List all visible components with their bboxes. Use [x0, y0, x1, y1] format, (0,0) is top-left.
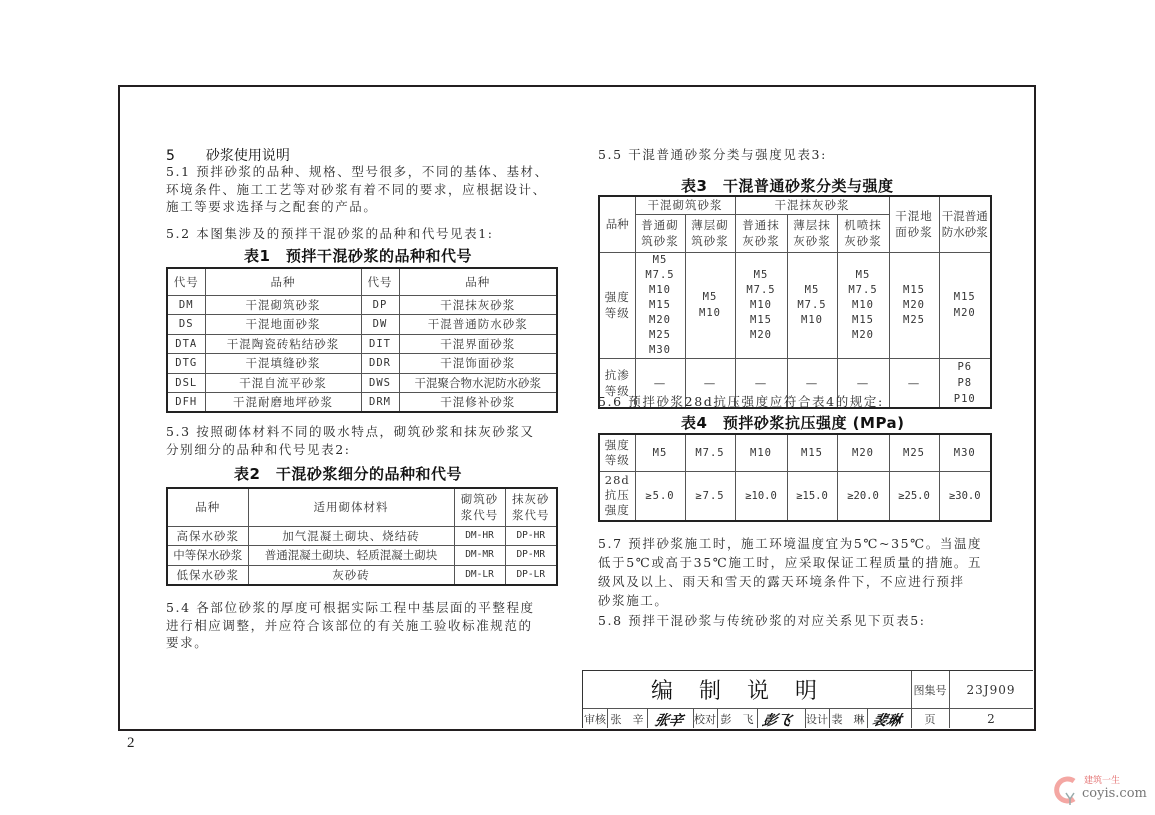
type-cell: 干混饰面砂浆: [399, 354, 557, 374]
type-cell: 干混普通防水砂浆: [399, 315, 557, 335]
row-label-cell: 强度等级: [599, 434, 635, 471]
type-cell: 干混抹灰砂浆: [399, 295, 557, 315]
strength-cell: M15 M20: [939, 252, 991, 358]
header-cell: 机喷抹灰砂浆: [837, 214, 889, 252]
title-block: [582, 670, 1033, 728]
text-line: 低于5℃或高于35℃施工时，应采取保证工程质量的措施。五: [598, 555, 983, 570]
table3: [598, 195, 992, 409]
strength-cell: M5 M7.5 M10 M15 M20 M25 M30: [635, 252, 685, 358]
strength-cell: M5 M7.5 M10 M15 M20: [837, 252, 889, 358]
type-cell: 高保水砂浆: [167, 526, 248, 546]
impermeability-cell: —: [837, 358, 889, 408]
designer-signature: 裴琳: [870, 713, 903, 729]
header-cell: 适用砌体材料: [248, 488, 454, 526]
grade-cell: M15: [787, 434, 837, 471]
section-number: 5: [166, 148, 175, 164]
section-heading: [166, 145, 290, 165]
header-cell: 品种: [167, 488, 248, 526]
table-row: [167, 295, 557, 315]
value-cell: ≥5.0: [635, 471, 685, 521]
value-cell: ≥20.0: [837, 471, 889, 521]
header-cell: 普通砌筑砂浆: [635, 214, 685, 252]
material-cell: 加气混凝土砌块、烧结砖: [248, 526, 454, 546]
header-cell: 代号: [167, 268, 205, 295]
grade-cell: M5: [635, 434, 685, 471]
designer-name: 裴 琳: [831, 712, 865, 726]
header-cell: 普通抹灰砂浆: [735, 214, 787, 252]
paragraph-5-3: [166, 423, 535, 458]
type-cell: 干混陶瓷砖粘结砂浆: [205, 334, 361, 354]
table-row: [599, 252, 991, 358]
value-cell: ≥10.0: [735, 471, 787, 521]
checker-name: 彭 飞: [720, 712, 754, 726]
reviewer-name: 张 辛: [610, 712, 644, 726]
grade-cell: M25: [889, 434, 939, 471]
paragraph-5-4: [166, 599, 535, 652]
header-cell: 薄层抹灰砂浆: [787, 214, 837, 252]
type-cell: 干混砌筑砂浆: [205, 295, 361, 315]
header-cell: 代号: [361, 268, 399, 295]
code-cell: DS: [167, 315, 205, 335]
header-cell: 品种: [205, 268, 361, 295]
text-line: 分别细分的品种和代号见表2:: [166, 441, 351, 457]
code-cell: DP: [361, 295, 399, 315]
watermark-cn: 建筑一生: [1084, 776, 1121, 786]
code-cell: DRM: [361, 393, 399, 413]
grade-cell: M20: [837, 434, 889, 471]
text-line: 砂浆施工。: [598, 593, 669, 608]
material-cell: 普通混凝土砌块、轻质混凝土砌块: [248, 546, 454, 566]
value-cell: ≥30.0: [939, 471, 991, 521]
divider: [867, 709, 868, 728]
paragraph-5-8: 5.8 预拌干混砂浆与传统砂浆的对应关系见下页表5:: [598, 613, 926, 628]
type-cell: 干混填缝砂浆: [205, 354, 361, 374]
atlas-number: 23J909: [966, 682, 1016, 697]
table-row: [599, 471, 991, 521]
code-cell: DM-LR: [454, 565, 505, 585]
text-line: 施工等要求选择与之配套的产品。: [166, 199, 378, 214]
table4-caption: 表4 预拌砂浆抗压强度 (MPa): [681, 414, 905, 432]
section-title: 砂浆使用说明: [205, 148, 290, 164]
value-cell: ≥25.0: [889, 471, 939, 521]
table-header-row: [167, 488, 557, 526]
header-cell: 薄层砌筑砂浆: [685, 214, 735, 252]
type-cell: 低保水砂浆: [167, 565, 248, 585]
impermeability-cell: P6 P8 P10: [939, 358, 991, 408]
code-cell: DWS: [361, 373, 399, 393]
table4: [598, 433, 992, 522]
row-label-cell: 抗渗等级: [599, 358, 635, 408]
code-cell: DDR: [361, 354, 399, 374]
table2-caption: 表2 干混砂浆细分的品种和代号: [234, 465, 462, 483]
impermeability-cell: —: [787, 358, 837, 408]
group-header-cell: 干混抹灰砂浆: [735, 196, 889, 214]
header-cell: 干混地面砂浆: [889, 196, 939, 252]
check-label: 校对: [694, 712, 716, 726]
paragraph-5-1: [166, 163, 549, 216]
divider: [757, 709, 758, 728]
text-line: 要求。: [166, 635, 209, 650]
text-line: 5.3 按照砌体材料不同的吸水特点，砌筑砂浆和抹灰砂浆又: [166, 424, 535, 439]
table-row: [167, 565, 557, 585]
code-cell: DM-HR: [454, 526, 505, 546]
group-header-cell: 干混砌筑砂浆: [635, 196, 735, 214]
table-header-row: [599, 196, 991, 214]
type-cell: 干混地面砂浆: [205, 315, 361, 335]
strength-cell: M5 M10: [685, 252, 735, 358]
header-cell: 品种: [399, 268, 557, 295]
type-cell: 干混自流平砂浆: [205, 373, 361, 393]
row-label-cell: 强度等级: [599, 252, 635, 358]
paragraph-5-2: 5.2 本图集涉及的预拌干混砂浆的品种和代号见表1:: [166, 226, 494, 241]
grade-cell: M10: [735, 434, 787, 471]
checker-signature: 彭飞: [760, 713, 793, 729]
header-cell: 砌筑砂浆代号: [454, 488, 505, 526]
divider: [647, 709, 648, 728]
impermeability-cell: —: [735, 358, 787, 408]
watermark: [1052, 773, 1152, 808]
table-row: [167, 546, 557, 566]
code-cell: DP-LR: [505, 565, 557, 585]
paragraph-5-6: 5.6 预拌砂浆28d抗压强度应符合表4的规定:: [598, 394, 884, 409]
type-cell: 干混界面砂浆: [399, 334, 557, 354]
table-row: [167, 373, 557, 393]
code-cell: DW: [361, 315, 399, 335]
page-number: 2: [987, 711, 995, 726]
code-cell: DM: [167, 295, 205, 315]
footer-page-number: 2: [127, 735, 135, 751]
atlas-label: 图集号: [913, 683, 947, 697]
review-label: 审核: [584, 712, 606, 726]
text-line: 5.7 预拌砂浆施工时，施工环境温度宜为5℃~35℃。当温度: [598, 536, 983, 551]
table2: [166, 487, 558, 586]
text-line: 进行相应调整，并应符合该部位的有关施工验收标准规范的: [166, 617, 533, 633]
drawing-title: 编制说明: [650, 679, 843, 704]
row-label-cell: 28d抗压强度: [599, 471, 635, 521]
grade-cell: M7.5: [685, 434, 735, 471]
code-cell: DM-MR: [454, 546, 505, 566]
table1-caption: 表1 预拌干混砂浆的品种和代号: [244, 247, 472, 265]
design-label: 设计: [806, 712, 828, 726]
paragraph-5-7: [598, 534, 982, 610]
table-row: [599, 434, 991, 471]
type-cell: 干混修补砂浆: [399, 393, 557, 413]
row-header-cell: 品种: [599, 196, 635, 252]
code-cell: DTG: [167, 354, 205, 374]
grade-cell: M30: [939, 434, 991, 471]
text-line: 5.4 各部位砂浆的厚度可根据实际工程中基层面的平整程度: [166, 600, 535, 615]
table-row: [167, 526, 557, 546]
code-cell: DP-MR: [505, 546, 557, 566]
table-row: [167, 393, 557, 413]
table-header-row: [167, 268, 557, 295]
code-cell: DIT: [361, 334, 399, 354]
table1: [166, 267, 558, 413]
paragraph-5-5: 5.5 干混普通砂浆分类与强度见表3:: [598, 147, 827, 162]
header-cell: 干混普通防水砂浆: [939, 196, 991, 252]
table-row: [167, 354, 557, 374]
header-cell: 抹灰砂浆代号: [505, 488, 557, 526]
value-cell: ≥15.0: [787, 471, 837, 521]
type-cell: 干混耐磨地坪砂浆: [205, 393, 361, 413]
impermeability-cell: —: [889, 358, 939, 408]
text-line: 级风及以上、雨天和雪天的露天环境条件下，不应进行预拌: [598, 574, 965, 589]
material-cell: 灰砂砖: [248, 565, 454, 585]
code-cell: DFH: [167, 393, 205, 413]
watermark-url: coyis.com: [1082, 786, 1147, 801]
code-cell: DSL: [167, 373, 205, 393]
type-cell: 中等保水砂浆: [167, 546, 248, 566]
table-row: [167, 315, 557, 335]
table3-caption: 表3 干混普通砂浆分类与强度: [681, 177, 894, 195]
impermeability-cell: —: [635, 358, 685, 408]
table-row: [167, 334, 557, 354]
watermark-logo-icon: [1052, 775, 1082, 807]
text-line: 环境条件、施工工艺等对砂浆有着不同的要求，应根据设计、: [166, 181, 547, 197]
reviewer-signature: 张辛: [652, 713, 685, 729]
strength-cell: M5 M7.5 M10 M15 M20: [735, 252, 787, 358]
code-cell: DP-HR: [505, 526, 557, 546]
code-cell: DTA: [167, 334, 205, 354]
type-cell: 干混聚合物水泥防水砂浆: [399, 373, 557, 393]
strength-cell: M5 M7.5 M10: [787, 252, 837, 358]
value-cell: ≥7.5: [685, 471, 735, 521]
page-label: 页: [924, 712, 936, 726]
impermeability-cell: —: [685, 358, 735, 408]
text-line: 5.1 预拌砂浆的品种、规格、型号很多，不同的基体、基材、: [166, 164, 549, 179]
strength-cell: M15 M20 M25: [889, 252, 939, 358]
